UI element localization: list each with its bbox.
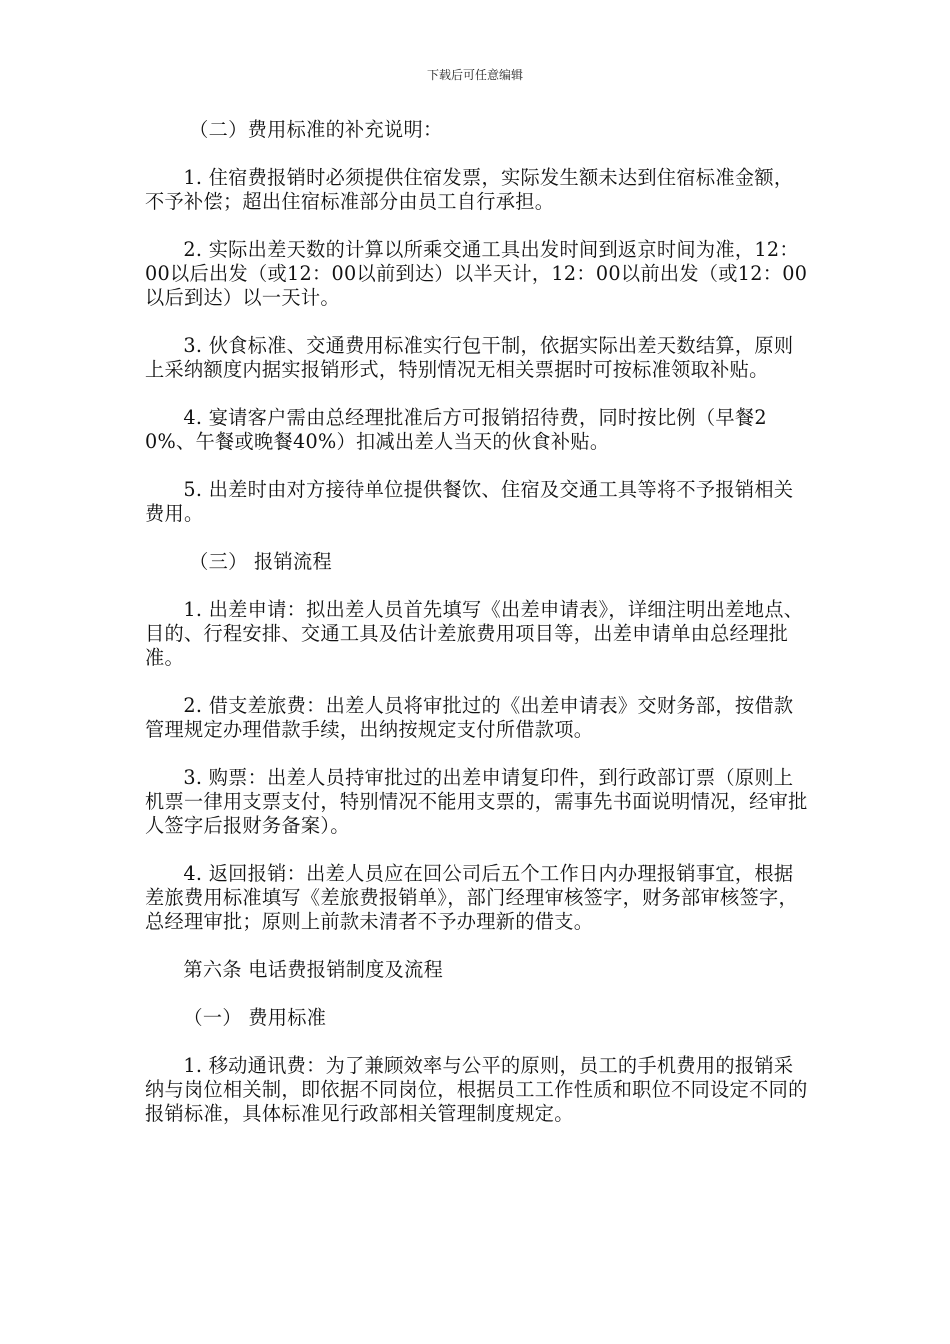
page-header-note: 下载后可任意编辑	[426, 68, 523, 82]
paragraph-trip-days-calculation: 2. 实际出差天数的计算以所乘交通工具出发时间到返京时间为准，12：00以后出发（或12：00以前到达）以半天计，12：00以前出发（或12：00以后到达）以一天计。	[145, 238, 808, 309]
section-heading-reimbursement-process: （三） 报销流程	[189, 550, 332, 573]
document-body	[145, 118, 810, 1150]
paragraph-meal-transport-standard: 3. 伙食标准、交通费用标准实行包干制，依据实际出差天数结算，原则上采纳额度内据实报销形式，特别情况无相关票据时可按标准领取补贴。	[145, 334, 794, 381]
section-heading-expense-standard: （一） 费用标准	[183, 1006, 327, 1029]
paragraph-trip-application: 1. 出差申请：拟出差人员首先填写《出差申请表》，详细注明出差地点、目的、行程安排、交通工具及估计差旅费用项目等，出差申请单由总经理批准。	[145, 598, 804, 669]
paragraph-host-provided-expenses: 5. 出差时由对方接待单位提供餐饮、住宿及交通工具等将不予报销相关费用。	[145, 478, 794, 525]
section-heading-fee-standard-supplement: （二）费用标准的补充说明：	[189, 118, 443, 141]
paragraph-mobile-communication-fee: 1. 移动通讯费：为了兼顾效率与公平的原则，员工的手机费用的报销采纳与岗位相关制，即依据不同岗位，根据员工工作性质和职位不同设定不同的报销标准，具体标准见行政部相关管理制度规定。	[145, 1054, 808, 1125]
paragraph-client-entertainment: 4. 宴请客户需由总经理批准后方可报销招待费，同时按比例（早餐20%、午餐或晚餐40%）扣减出差人当天的伙食补贴。	[145, 406, 767, 453]
article-heading-phone-expense: 第六条 电话费报销制度及流程	[183, 958, 444, 981]
paragraph-ticket-purchase: 3. 购票：出差人员持审批过的出差申请复印件，到行政部订票（原则上机票一律用支票支付，特别情况不能用支票的，需事先书面说明情况，经审批人签字后报财务备案）。	[145, 766, 808, 837]
paragraph-lodging-invoice: 1. 住宿费报销时必须提供住宿发票，实际发生额未达到住宿标准金额，不予补偿；超出住宿标准部分由员工自行承担。	[145, 166, 794, 213]
paragraph-return-reimbursement: 4. 返回报销：出差人员应在回公司后五个工作日内办理报销事宜，根据差旅费用标准填写《差旅费报销单》，部门经理审核签字，财务部审核签字，总经理审批；原则上前款未清者不予办理新的借支。	[145, 862, 798, 933]
paragraph-travel-advance: 2. 借支差旅费：出差人员将审批过的《出差申请表》交财务部，按借款管理规定办理借款手续，出纳按规定支付所借款项。	[145, 694, 794, 741]
